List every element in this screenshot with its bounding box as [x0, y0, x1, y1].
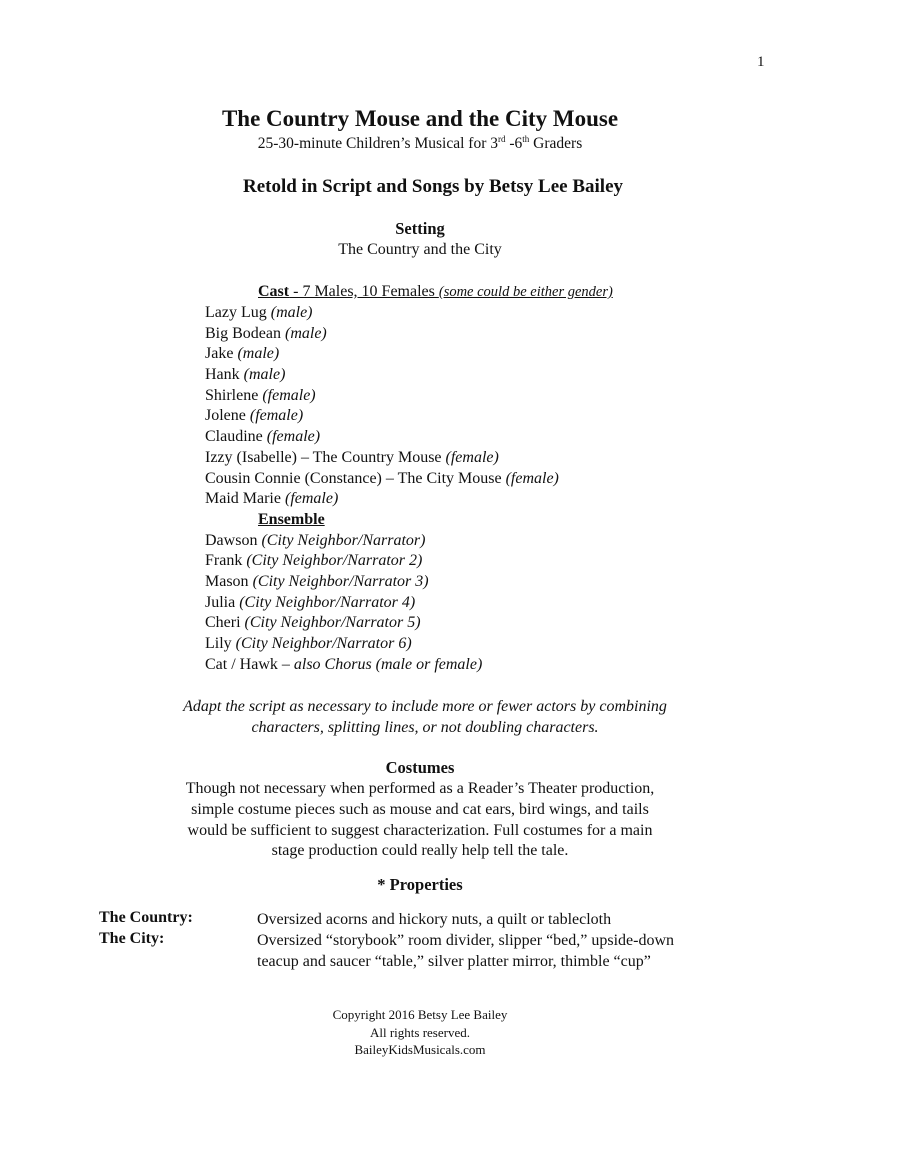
cast-member-name: Lazy Lug [205, 304, 271, 321]
cast-label: Cast [258, 283, 290, 300]
cast-member [205, 344, 559, 365]
city-label: The City: [99, 930, 165, 947]
subtitle-superscript: th [522, 133, 530, 144]
cast-member-role: (male) [285, 324, 327, 342]
costumes-line: simple costume pieces such as mouse and cat ears, bird wings, and tails [191, 800, 649, 818]
costumes-line: stage production could really help tell the tale. [271, 842, 569, 860]
subtitle [0, 135, 840, 153]
cast-member [205, 427, 559, 448]
ensemble-heading: Ensemble [258, 510, 325, 528]
cast-member-role: (female) [249, 407, 304, 425]
cast-member-role: (female) [284, 490, 339, 508]
city-properties-line: Oversized “storybook” room divider, slipper “bed,” upside-down [257, 932, 675, 949]
costumes-heading: Costumes [385, 758, 455, 777]
cast-member [205, 365, 559, 386]
cast-member-role: (female) [262, 386, 316, 404]
ensemble-member-name: Mason [205, 572, 253, 590]
cast-member [205, 303, 559, 324]
ensemble-member [205, 634, 559, 655]
cast-member-role: (male) [243, 366, 286, 384]
cast-member-name: Claudine [205, 428, 267, 446]
ensemble-member [205, 613, 559, 634]
subtitle-text: Graders [529, 135, 583, 152]
costumes-line: Though not necessary when performed as a Reader’s Theater production, [185, 780, 655, 797]
city-properties [257, 930, 674, 972]
cast-member-role: (female) [445, 448, 499, 466]
adapt-note [0, 696, 850, 738]
country-label: The Country: [99, 909, 193, 926]
costumes-text [0, 779, 840, 862]
cast-member-role: (male) [270, 304, 313, 321]
cast-member [205, 448, 559, 469]
cast-counts: - 7 Males, 10 Females [289, 283, 439, 300]
ensemble-member [205, 531, 559, 552]
ensemble-member-role: (City Neighbor/Narrator 6) [235, 635, 412, 652]
cast-member-name: Cousin Connie (Constance) – The City Mouse [205, 469, 506, 487]
ensemble-member-role: (City Neighbor/Narrator) [261, 531, 426, 549]
ensemble-member-role: (City Neighbor/Narrator 3) [252, 572, 429, 590]
copyright-line: Copyright 2016 Betsy Lee Bailey [332, 1007, 508, 1022]
copyright-website: BaileyKidsMusicals.com [354, 1042, 486, 1057]
ensemble-member-name: Frank [205, 552, 247, 570]
cast-note: (some could be either gender) [438, 284, 613, 300]
cast-member [205, 406, 559, 427]
byline: Retold in Script and Songs by Betsy Lee Bailey [242, 176, 624, 197]
copyright-line: All rights reserved. [369, 1024, 470, 1040]
cast-member [205, 469, 559, 490]
cast-member-name: Jolene [205, 407, 250, 425]
ensemble-member-name: Lily [205, 635, 236, 652]
cast-member-name: Big Bodean [205, 324, 285, 342]
ensemble-member [205, 593, 559, 614]
cast-member-name: Maid Marie [205, 490, 285, 508]
ensemble-member-role: (City Neighbor/Narrator 4) [239, 593, 416, 611]
cast-list [205, 303, 559, 675]
costumes-line: would be sufficient to suggest characterization. Full costumes for a main [187, 821, 653, 839]
cast-member-name: Shirlene [205, 386, 263, 404]
ensemble-member-role: (City Neighbor/Narrator 5) [244, 614, 421, 632]
ensemble-member [205, 551, 559, 572]
setting-heading: Setting [395, 219, 445, 238]
cast-member-name: Izzy (Isabelle) – The Country Mouse [205, 448, 446, 466]
adapt-note-line: Adapt the script as necessary to include more or fewer actors by combining [183, 698, 667, 715]
cast-member-name: Hank [205, 366, 244, 384]
ensemble-member-role: also Chorus (male or female) [293, 655, 483, 673]
copyright-block [0, 1006, 840, 1059]
adapt-note-line: characters, splitting lines, or not doubling characters. [251, 719, 599, 736]
page-title: The Country Mouse and the City Mouse [221, 106, 619, 131]
ensemble-member-name: Cheri [205, 614, 245, 632]
cast-member [205, 324, 559, 345]
subtitle-text: 25-30-minute Children’s Musical for 3 [257, 135, 498, 152]
cast-member-name: Jake [205, 345, 238, 363]
cast-heading [258, 283, 613, 301]
cast-member [205, 386, 559, 407]
cast-member-role: (female) [505, 469, 559, 487]
subtitle-superscript: rd [497, 133, 506, 144]
ensemble-member [205, 572, 559, 593]
subtitle-text: -6 [505, 135, 523, 152]
city-properties-line: teacup and saucer “table,” silver platter mirror, thimble “cup” [257, 953, 651, 970]
ensemble-member-name: Cat / Hawk – [205, 655, 294, 673]
ensemble-member-name: Dawson [205, 531, 262, 549]
country-properties: Oversized acorns and hickory nuts, a quilt or tablecloth [257, 911, 612, 928]
ensemble-member-name: Julia [205, 593, 240, 611]
cast-member-role: (female) [266, 428, 321, 446]
ensemble-member-role: (City Neighbor/Narrator 2) [246, 552, 423, 570]
setting-text: The Country and the City [338, 241, 502, 258]
cast-member [205, 489, 559, 510]
page-number: 1 [757, 54, 765, 70]
ensemble-member [205, 655, 559, 676]
properties-heading: * Properties [377, 875, 463, 894]
cast-member-role: (male) [237, 345, 280, 363]
